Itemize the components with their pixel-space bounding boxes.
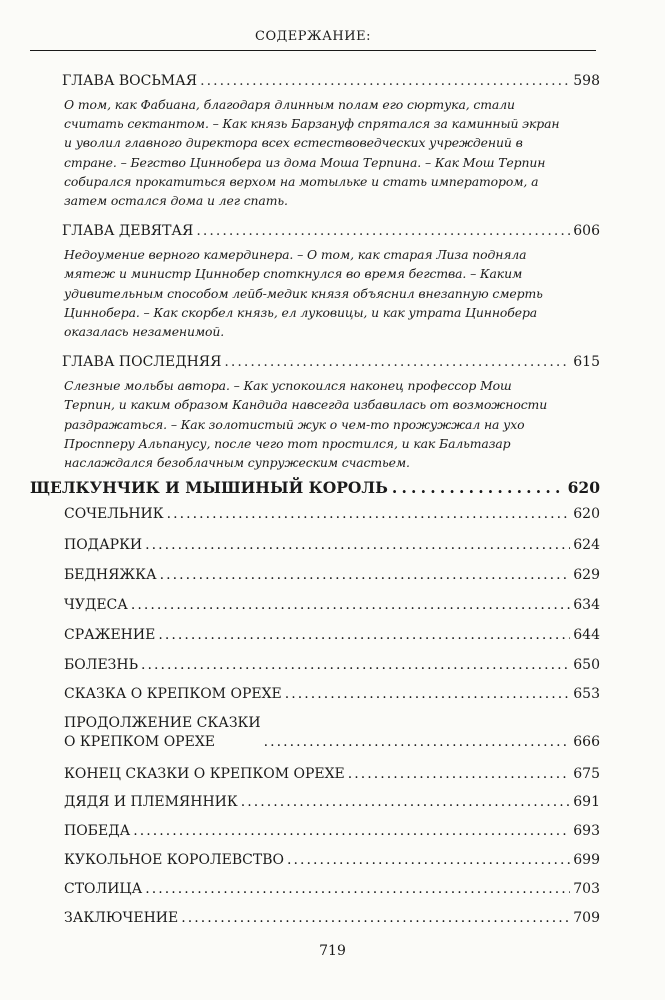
toc-entry: [62, 353, 600, 371]
toc-entry-title: СКАЗКА О КРЕПКОМ ОРЕХЕ: [64, 686, 282, 702]
toc-entry-title: ЧУДЕСА: [64, 597, 128, 613]
work-page: 620: [567, 478, 600, 497]
dot-leader: [392, 478, 564, 497]
dot-leader: [285, 685, 570, 704]
toc-entry: [64, 822, 600, 841]
toc-chapter: [62, 353, 600, 472]
dot-leader: [131, 596, 570, 615]
chapter-summary: Недоумение верного камердинера. – О том, как старая Лиза подняла мятеж и министр Циннобер споткнулся во время бегства. – Каким удивительным способом лейб-медик князя объяснил внезапную смерть Циннобера. – Как скорбел князь, ел луковицы, и как утрата Циннобера оказалась незаменимой.: [64, 247, 543, 340]
page-number: 719: [319, 943, 346, 959]
toc-entry: [64, 909, 600, 928]
dot-leader: [287, 851, 570, 870]
toc-entry: [64, 880, 600, 899]
toc-entry: [64, 626, 600, 645]
toc-entry: [64, 765, 600, 784]
toc-entry-page: 650: [573, 657, 600, 673]
toc-entry-page: 691: [573, 794, 600, 810]
toc-entry: [64, 536, 600, 555]
dot-leader: [145, 880, 570, 899]
dot-leader: [141, 656, 570, 675]
toc-entry-title: КУКОЛЬНОЕ КОРОЛЕВСТВО: [64, 852, 284, 868]
toc-entry-title: ГЛАВА ВОСЬМАЯ: [62, 73, 198, 89]
toc-entry-title: ПОБЕДА: [64, 823, 131, 839]
dot-leader: [158, 626, 570, 645]
toc-entry-page: 624: [573, 537, 600, 553]
toc-entry-title: СТОЛИЦА: [64, 881, 143, 897]
toc-entry-title: ГЛАВА ПОСЛЕДНЯЯ: [62, 354, 222, 371]
toc-chapters: [62, 72, 600, 472]
dot-leader: [196, 222, 570, 240]
toc-entry-title: СРАЖЕНИЕ: [64, 627, 156, 643]
toc-entry: [64, 566, 600, 585]
dot-leader: [241, 793, 571, 812]
toc-entry: [64, 656, 600, 675]
toc-entry-page: 675: [573, 766, 600, 782]
toc-entry-title: БЕДНЯЖКА: [64, 567, 157, 583]
toc-entry-title: ПРОДОЛЖЕНИЕ СКАЗКИ О КРЕПКОМ ОРЕХЕ: [64, 715, 261, 750]
toc-entry-page: 709: [573, 910, 600, 926]
toc-entry: [64, 851, 600, 870]
dot-leader: [200, 72, 570, 90]
toc-entry: [64, 793, 600, 812]
toc-entry-page: 666: [573, 734, 600, 750]
toc-entry-page: 644: [573, 627, 600, 643]
dot-leader: [133, 822, 570, 841]
dot-leader: [145, 536, 570, 555]
toc-entry: [64, 685, 600, 704]
dot-leader: [167, 505, 571, 524]
toc-entry-title: СОЧЕЛЬНИК: [64, 506, 164, 522]
toc-chapter: [62, 222, 600, 341]
toc-entry-page: 598: [573, 73, 600, 89]
toc-entry-title: ПОДАРКИ: [64, 537, 143, 553]
toc-entry-page: 703: [573, 881, 600, 897]
toc-entry-page: 620: [573, 506, 600, 522]
toc-entry-title: ДЯДЯ И ПЛЕМЯННИК: [64, 794, 238, 810]
toc-entry-page: 629: [573, 567, 600, 583]
toc-entry-page: 693: [573, 823, 600, 839]
work-heading: [30, 478, 600, 497]
toc-entry-page: 606: [573, 223, 600, 240]
dot-leader: [348, 765, 570, 784]
toc-entry-page: 634: [573, 597, 600, 613]
chapter-summary: Слезные мольбы автора. – Как успокоился наконец профессор Мош Терпин, и каким образом Кандида навсегда избавилась от возможности раздражаться. – Как золотистый жук о чем-то прожужжал на ухо Проспперу Альпанусу, после чего тот простился, и как Бальтазар наслаждался безоблачным супружеским счастьем.: [64, 378, 548, 471]
chapter-summary: О том, как Фабиана, благодаря длинным полам его сюртука, стали считать сектантом. – Как князь Барзануф спрятался за каминный экран и уволил главного директора всех естествоведческих учреждений в стране. – Бегство Циннобера из дома Моша Терпина. – Как Мош Терпин собирался прокатиться верхом на мотыльке и стать императором, а затем остался дома и лег спать.: [64, 97, 560, 209]
dot-leader: [181, 909, 570, 928]
toc-entry: [62, 222, 600, 240]
toc-entry-page: 615: [573, 354, 600, 371]
toc-entry: [64, 505, 600, 524]
toc-entry-title: БОЛЕЗНЬ: [64, 657, 139, 673]
dot-leader: [160, 566, 571, 585]
work-title: ЩЕЛКУНЧИК И МЫШИНЫЙ КОРОЛЬ: [30, 478, 388, 497]
toc-entry-page: 699: [573, 852, 600, 868]
toc-entry-title: ЗАКЛЮЧЕНИЕ: [64, 910, 179, 926]
toc-entry: [64, 596, 600, 615]
toc-entry-title: КОНЕЦ СКАЗКИ О КРЕПКОМ ОРЕХЕ: [64, 766, 345, 782]
toc-entry-title: ГЛАВА ДЕВЯТАЯ: [62, 223, 194, 240]
toc-chapter: [62, 72, 600, 210]
dot-leader: [224, 353, 570, 371]
toc-entry-page: 653: [573, 686, 600, 702]
dot-leader: [264, 733, 571, 752]
toc-entry: [62, 72, 600, 90]
running-header: СОДЕРЖАНИЕ:: [30, 29, 596, 51]
toc-entry: [64, 714, 600, 752]
